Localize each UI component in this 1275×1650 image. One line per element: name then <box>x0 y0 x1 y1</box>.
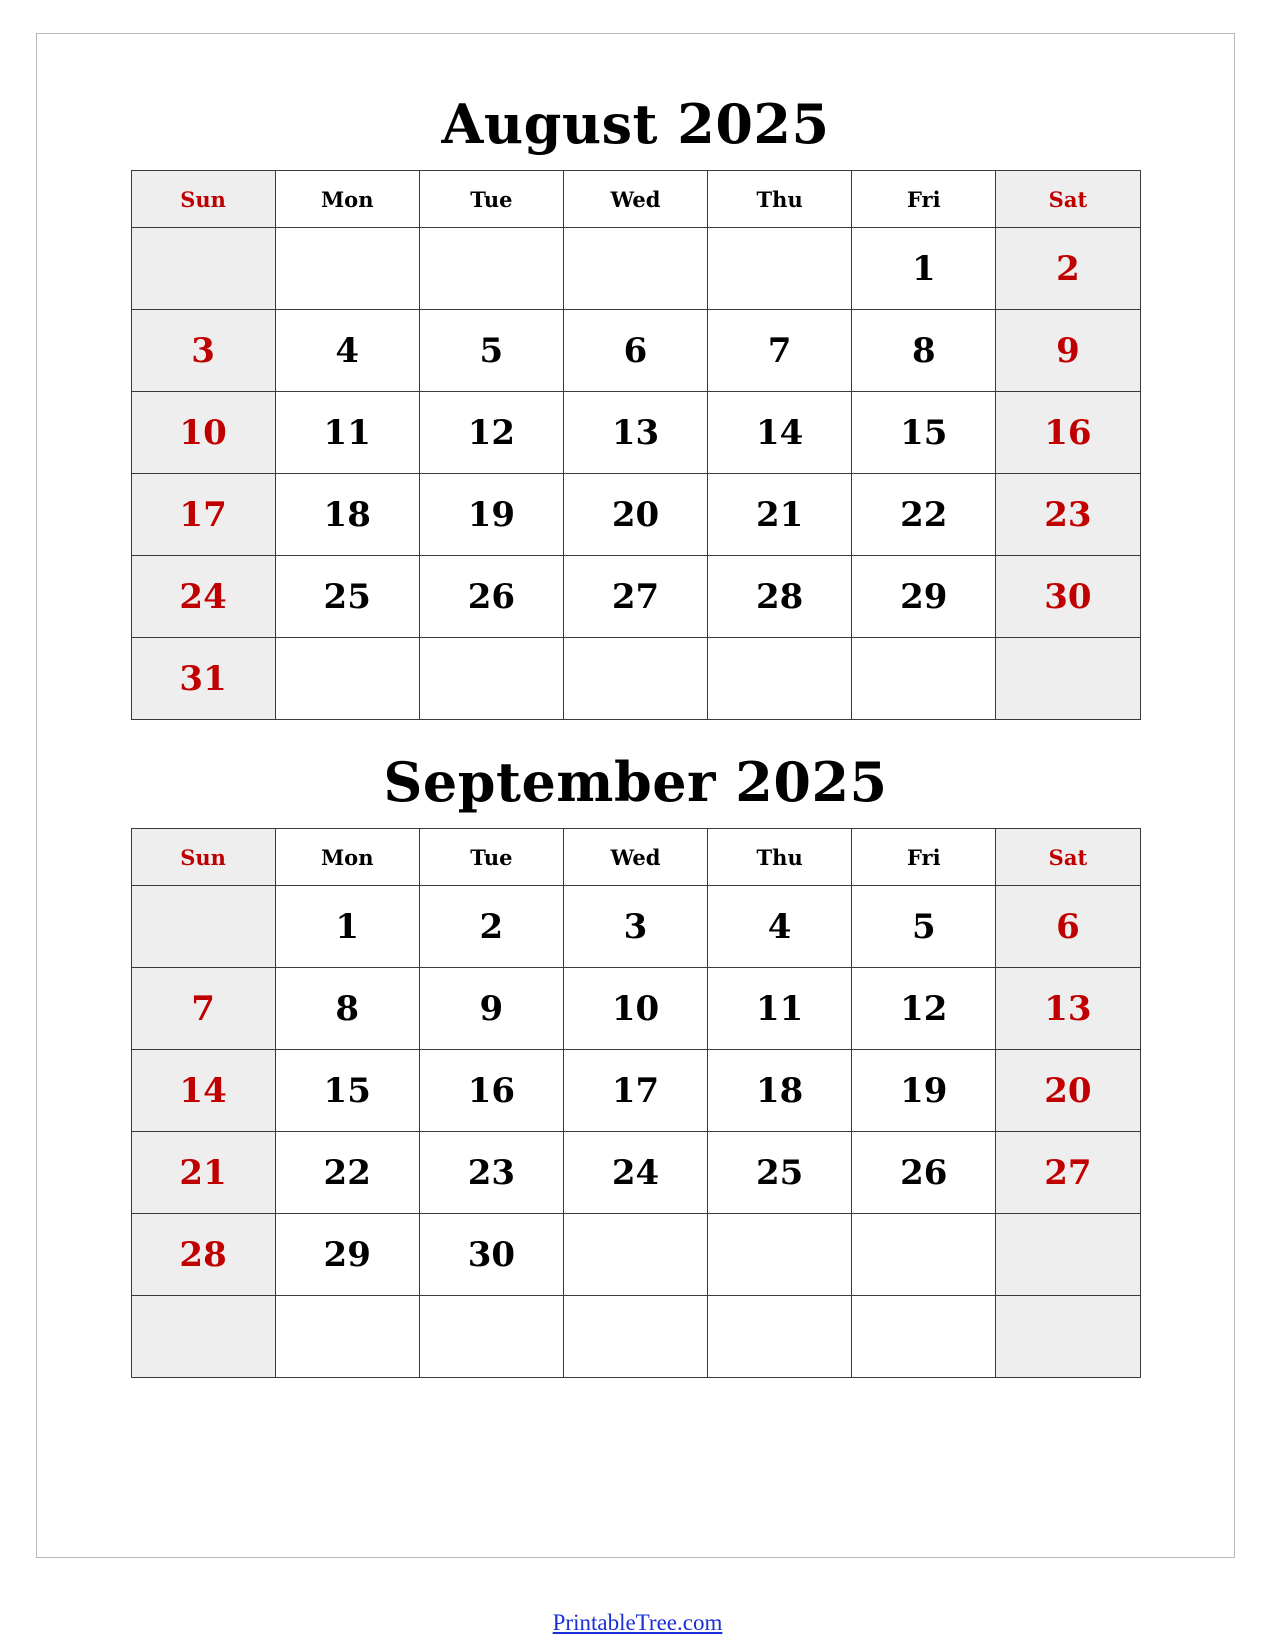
weekday-header-fri: Fri <box>852 829 996 886</box>
calendar-week-row <box>131 1214 1140 1296</box>
day-cell[interactable] <box>275 1296 419 1378</box>
day-cell[interactable]: 28 <box>131 1214 275 1296</box>
day-cell[interactable]: 26 <box>419 556 563 638</box>
day-cell[interactable]: 18 <box>275 474 419 556</box>
day-cell[interactable]: 15 <box>275 1050 419 1132</box>
day-cell[interactable]: 12 <box>852 968 996 1050</box>
day-cell[interactable] <box>275 638 419 720</box>
day-cell[interactable]: 16 <box>419 1050 563 1132</box>
month-title-august: August 2025 <box>441 92 830 156</box>
day-cell[interactable]: 2 <box>419 886 563 968</box>
day-cell[interactable]: 11 <box>275 392 419 474</box>
day-cell[interactable]: 6 <box>563 310 707 392</box>
weekday-header-sat: Sat <box>996 171 1140 228</box>
day-cell[interactable]: 30 <box>996 556 1140 638</box>
day-cell[interactable]: 29 <box>852 556 996 638</box>
day-cell[interactable] <box>563 1214 707 1296</box>
day-cell[interactable] <box>708 638 852 720</box>
day-cell[interactable] <box>708 1214 852 1296</box>
day-cell[interactable]: 10 <box>563 968 707 1050</box>
day-cell[interactable]: 4 <box>275 310 419 392</box>
day-cell[interactable] <box>996 1296 1140 1378</box>
day-cell[interactable]: 9 <box>996 310 1140 392</box>
day-cell[interactable] <box>852 638 996 720</box>
weekday-header-row <box>131 829 1140 886</box>
calendar-week-row <box>131 886 1140 968</box>
weekday-header-tue: Tue <box>419 829 563 886</box>
day-cell[interactable]: 3 <box>563 886 707 968</box>
day-cell[interactable]: 24 <box>563 1132 707 1214</box>
weekday-header-wed: Wed <box>563 171 707 228</box>
day-cell[interactable]: 16 <box>996 392 1140 474</box>
weekday-header-sun: Sun <box>131 829 275 886</box>
weekday-header-sat: Sat <box>996 829 1140 886</box>
calendar-week-row <box>131 1050 1140 1132</box>
calendar-week-row <box>131 1296 1140 1378</box>
weekday-header-thu: Thu <box>708 171 852 228</box>
weekday-header-thu: Thu <box>708 829 852 886</box>
day-cell[interactable]: 22 <box>275 1132 419 1214</box>
day-cell[interactable]: 7 <box>708 310 852 392</box>
calendar-week-row <box>131 392 1140 474</box>
day-cell[interactable]: 30 <box>419 1214 563 1296</box>
month-block-august <box>131 34 1141 720</box>
day-cell[interactable]: 25 <box>275 556 419 638</box>
day-cell[interactable] <box>563 638 707 720</box>
calendar-week-row <box>131 474 1140 556</box>
day-cell[interactable]: 29 <box>275 1214 419 1296</box>
day-cell[interactable]: 27 <box>563 556 707 638</box>
day-cell[interactable]: 25 <box>708 1132 852 1214</box>
weekday-header-mon: Mon <box>275 171 419 228</box>
day-cell[interactable]: 8 <box>852 310 996 392</box>
month-block-september <box>131 720 1141 1378</box>
day-cell[interactable]: 19 <box>852 1050 996 1132</box>
day-cell[interactable]: 10 <box>131 392 275 474</box>
calendar-page <box>36 33 1235 1558</box>
calendar-week-row <box>131 968 1140 1050</box>
day-cell[interactable]: 15 <box>852 392 996 474</box>
weekday-header-fri: Fri <box>852 171 996 228</box>
weekday-header-sun: Sun <box>131 171 275 228</box>
day-cell[interactable]: 31 <box>131 638 275 720</box>
day-cell[interactable]: 26 <box>852 1132 996 1214</box>
day-cell[interactable]: 5 <box>419 310 563 392</box>
day-cell[interactable]: 23 <box>996 474 1140 556</box>
day-cell[interactable]: 17 <box>563 1050 707 1132</box>
day-cell[interactable] <box>996 638 1140 720</box>
day-cell[interactable] <box>852 1296 996 1378</box>
day-cell[interactable]: 21 <box>708 474 852 556</box>
day-cell[interactable]: 11 <box>708 968 852 1050</box>
weekday-header-mon: Mon <box>275 829 419 886</box>
day-cell[interactable]: 27 <box>996 1132 1140 1214</box>
day-cell[interactable]: 24 <box>131 556 275 638</box>
calendar-week-row <box>131 1132 1140 1214</box>
day-cell[interactable]: 6 <box>996 886 1140 968</box>
calendar-table-september <box>131 828 1141 1378</box>
day-cell[interactable] <box>996 1214 1140 1296</box>
day-cell[interactable]: 1 <box>275 886 419 968</box>
day-cell[interactable] <box>419 1296 563 1378</box>
day-cell[interactable]: 3 <box>131 310 275 392</box>
day-cell[interactable] <box>131 1296 275 1378</box>
day-cell[interactable]: 12 <box>419 392 563 474</box>
footer <box>0 1610 1275 1636</box>
day-cell[interactable]: 17 <box>131 474 275 556</box>
day-cell[interactable]: 1 <box>852 228 996 310</box>
day-cell[interactable]: 28 <box>708 556 852 638</box>
day-cell[interactable]: 19 <box>419 474 563 556</box>
day-cell[interactable] <box>563 1296 707 1378</box>
day-cell[interactable]: 18 <box>708 1050 852 1132</box>
day-cell[interactable]: 8 <box>275 968 419 1050</box>
day-cell[interactable]: 5 <box>852 886 996 968</box>
calendar-week-row <box>131 310 1140 392</box>
day-cell[interactable]: 13 <box>563 392 707 474</box>
day-cell[interactable] <box>708 1296 852 1378</box>
weekday-header-row <box>131 171 1140 228</box>
month-title-september: September 2025 <box>383 750 888 814</box>
day-cell[interactable] <box>419 228 563 310</box>
day-cell[interactable]: 14 <box>708 392 852 474</box>
day-cell[interactable] <box>131 228 275 310</box>
weekday-header-tue: Tue <box>419 171 563 228</box>
day-cell[interactable] <box>563 228 707 310</box>
calendar-table-august <box>131 170 1141 720</box>
calendar-week-row <box>131 638 1140 720</box>
day-cell[interactable]: 14 <box>131 1050 275 1132</box>
day-cell[interactable]: 4 <box>708 886 852 968</box>
day-cell[interactable]: 21 <box>131 1132 275 1214</box>
day-cell[interactable]: 2 <box>996 228 1140 310</box>
day-cell[interactable]: 13 <box>996 968 1140 1050</box>
day-cell[interactable]: 9 <box>419 968 563 1050</box>
calendar-week-row <box>131 228 1140 310</box>
day-cell[interactable] <box>419 638 563 720</box>
printabletree-link[interactable]: PrintableTree.com <box>552 1610 723 1635</box>
day-cell[interactable] <box>131 886 275 968</box>
day-cell[interactable]: 7 <box>131 968 275 1050</box>
day-cell[interactable]: 23 <box>419 1132 563 1214</box>
weekday-header-wed: Wed <box>563 829 707 886</box>
day-cell[interactable] <box>708 228 852 310</box>
day-cell[interactable]: 20 <box>996 1050 1140 1132</box>
calendar-week-row <box>131 556 1140 638</box>
day-cell[interactable] <box>852 1214 996 1296</box>
day-cell[interactable] <box>275 228 419 310</box>
day-cell[interactable]: 22 <box>852 474 996 556</box>
day-cell[interactable]: 20 <box>563 474 707 556</box>
